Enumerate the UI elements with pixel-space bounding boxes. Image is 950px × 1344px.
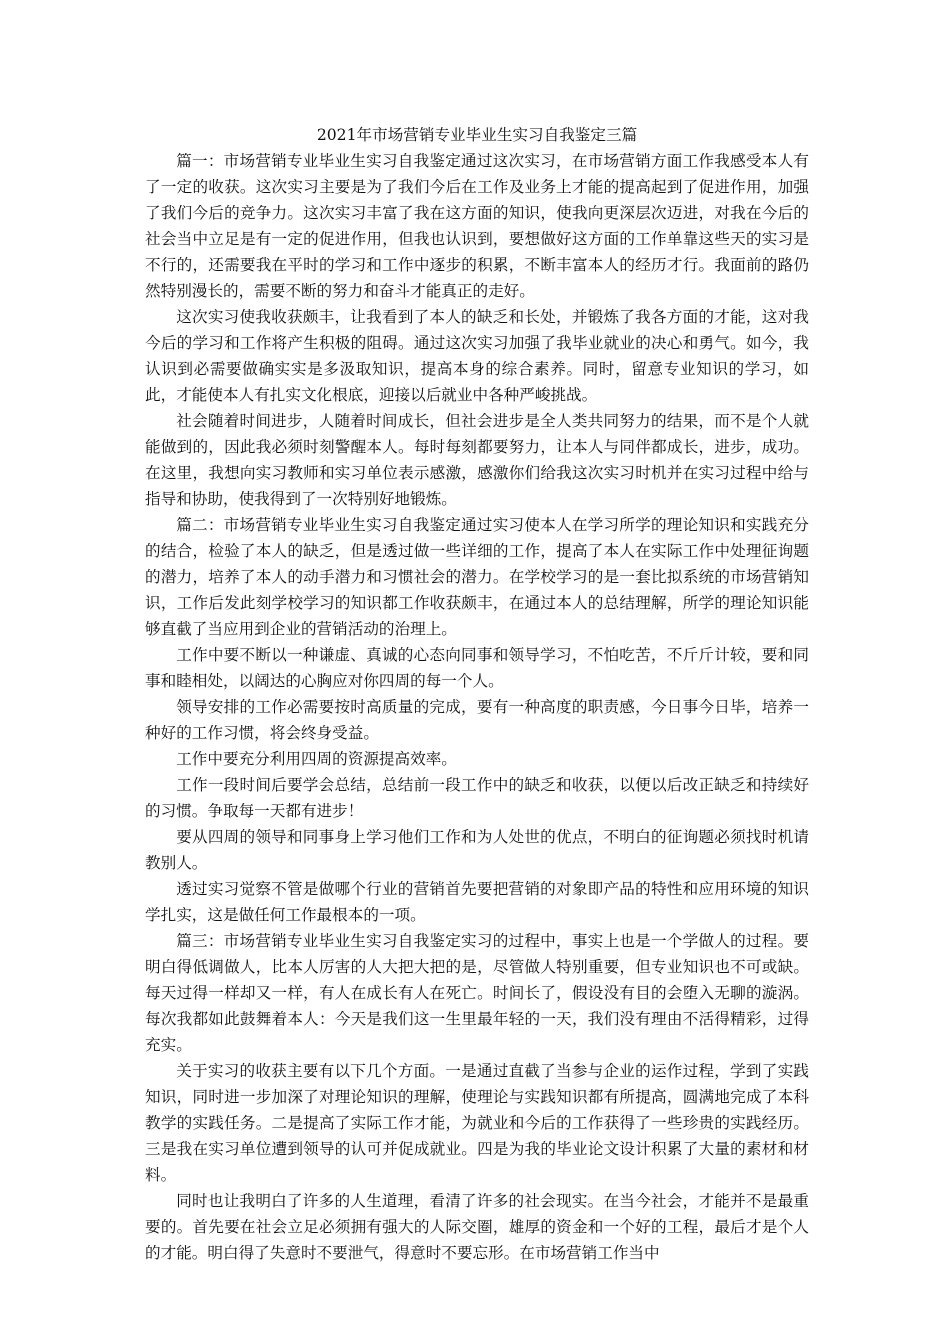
paragraph-2: 这次实习使我收获颇丰，让我看到了本人的缺乏和长处，并锻炼了我各方面的才能，这对我今后的学习和工作将产生积极的阻碍。通过这次实习加强了我毕业就业的决心和勇气。如今，我认识到必需要做确实实是多汲取知识，提高本身的综合素养。同时，留意专业知识的学习，如此，才能使本人有扎实文化根底，迎接以后就业中各种严峻挑战。 <box>145 308 809 404</box>
paragraph-12: 关于实习的收获主要有以下几个方面。一是通过直截了当参与企业的运作过程，学到了实践知识，同时进一步加深了对理论知识的理解，使理论与实践知识都有所提高，圆满地完成了本科教学的实践任务。二是提高了实际工作才能，为就业和今后的工作获得了一些珍贵的实践经历。三是我在实习单位遭到领导的认可并促成就业。四是为我的毕业论文设计积累了大量的素材和材料。 <box>145 1062 809 1184</box>
paragraph-7: 工作中要充分利用四周的资源提高效率。 <box>176 750 457 768</box>
paragraph-10: 透过实习觉察不管是做哪个行业的营销首先要把营销的对象即产品的特性和应用环境的知识学扎实，这是做任何工作最根本的一项。 <box>145 880 809 924</box>
paragraph-11: 篇三：市场营销专业毕业生实习自我鉴定实习的过程中，事实上也是一个学做人的过程。要明白得低调做人，比本人厉害的人大把大把的是，尽管做人特别重要，但专业知识也不可或缺。每天过得一样却又一样，有人在成长有人在死亡。时间长了，假设没有目的会堕入无聊的漩涡。每次我都如此鼓舞着本人：今天是我们这一生里最年轻的一天，我们没有理由不活得精彩，过得充实。 <box>145 932 809 1054</box>
document-page <box>145 122 809 1266</box>
document-title: 2021年市场营销专业毕业生实习自我鉴定三篇 <box>316 126 638 144</box>
paragraph-1: 篇一：市场营销专业毕业生实习自我鉴定通过这次实习，在市场营销方面工作我感受本人有了一定的收获。这次实习主要是为了我们今后在工作及业务上才能的提高起到了促进作用，加强了我们今后的竞争力。这次实习丰富了我在这方面的知识，使我向更深层次迈进，对我在今后的社会当中立足是有一定的促进作用，但我也认识到，要想做好这方面的工作单靠这些天的实习是不行的，还需要我在平时的学习和工作中逐步的积累，不断丰富本人的经历才行。我面前的路仍然特别漫长的，需要不断的努力和奋斗才能真正的走好。 <box>145 152 809 300</box>
paragraph-5: 工作中要不断以一种谦虚、真诚的心态向同事和领导学习，不怕吃苦，不斤斤计较，要和同事和睦相处，以阔达的心胸应对你四周的每一个人。 <box>145 646 809 690</box>
paragraph-13: 同时也让我明白了许多的人生道理，看清了许多的社会现实。在当今社会，才能并不是最重要的。首先要在社会立足必须拥有强大的人际交圈，雄厚的资金和一个好的工程，最后才是个人的才能。明白得了失意时不要泄气，得意时不要忘形。在市场营销工作当中 <box>145 1192 809 1262</box>
paragraph-9: 要从四周的领导和同事身上学习他们工作和为人处世的优点，不明白的征询题必须找时机请教别人。 <box>145 828 809 872</box>
paragraph-8: 工作一段时间后要学会总结，总结前一段工作中的缺乏和收获，以便以后改正缺乏和持续好的习惯。争取每一天都有进步！ <box>145 776 809 820</box>
paragraph-6: 领导安排的工作必需要按时高质量的完成，要有一种高度的职责感，今日事今日毕，培养一种好的工作习惯，将会终身受益。 <box>145 698 809 742</box>
paragraph-4: 篇二：市场营销专业毕业生实习自我鉴定通过实习使本人在学习所学的理论知识和实践充分的结合，检验了本人的缺乏，但是透过做一些详细的工作，提高了本人在实际工作中处理征询题的潜力，培养了本人的动手潜力和习惯社会的潜力。在学校学习的是一套比拟系统的市场营销知识，工作后发此刻学校学习的知识都工作收获颇丰，在通过本人的总结理解，所学的理论知识能够直截了当应用到企业的营销活动的治理上。 <box>145 516 809 638</box>
paragraph-3: 社会随着时间进步，人随着时间成长，但社会进步是全人类共同努力的结果，而不是个人就能做到的，因此我必须时刻警醒本人。每时每刻都要努力，让本人与同伴都成长，进步，成功。在这里，我想向实习教师和实习单位表示感激，感激你们给我这次实习时机并在实习过程中给与指导和协助，使我得到了一次特别好地锻炼。 <box>145 412 809 508</box>
